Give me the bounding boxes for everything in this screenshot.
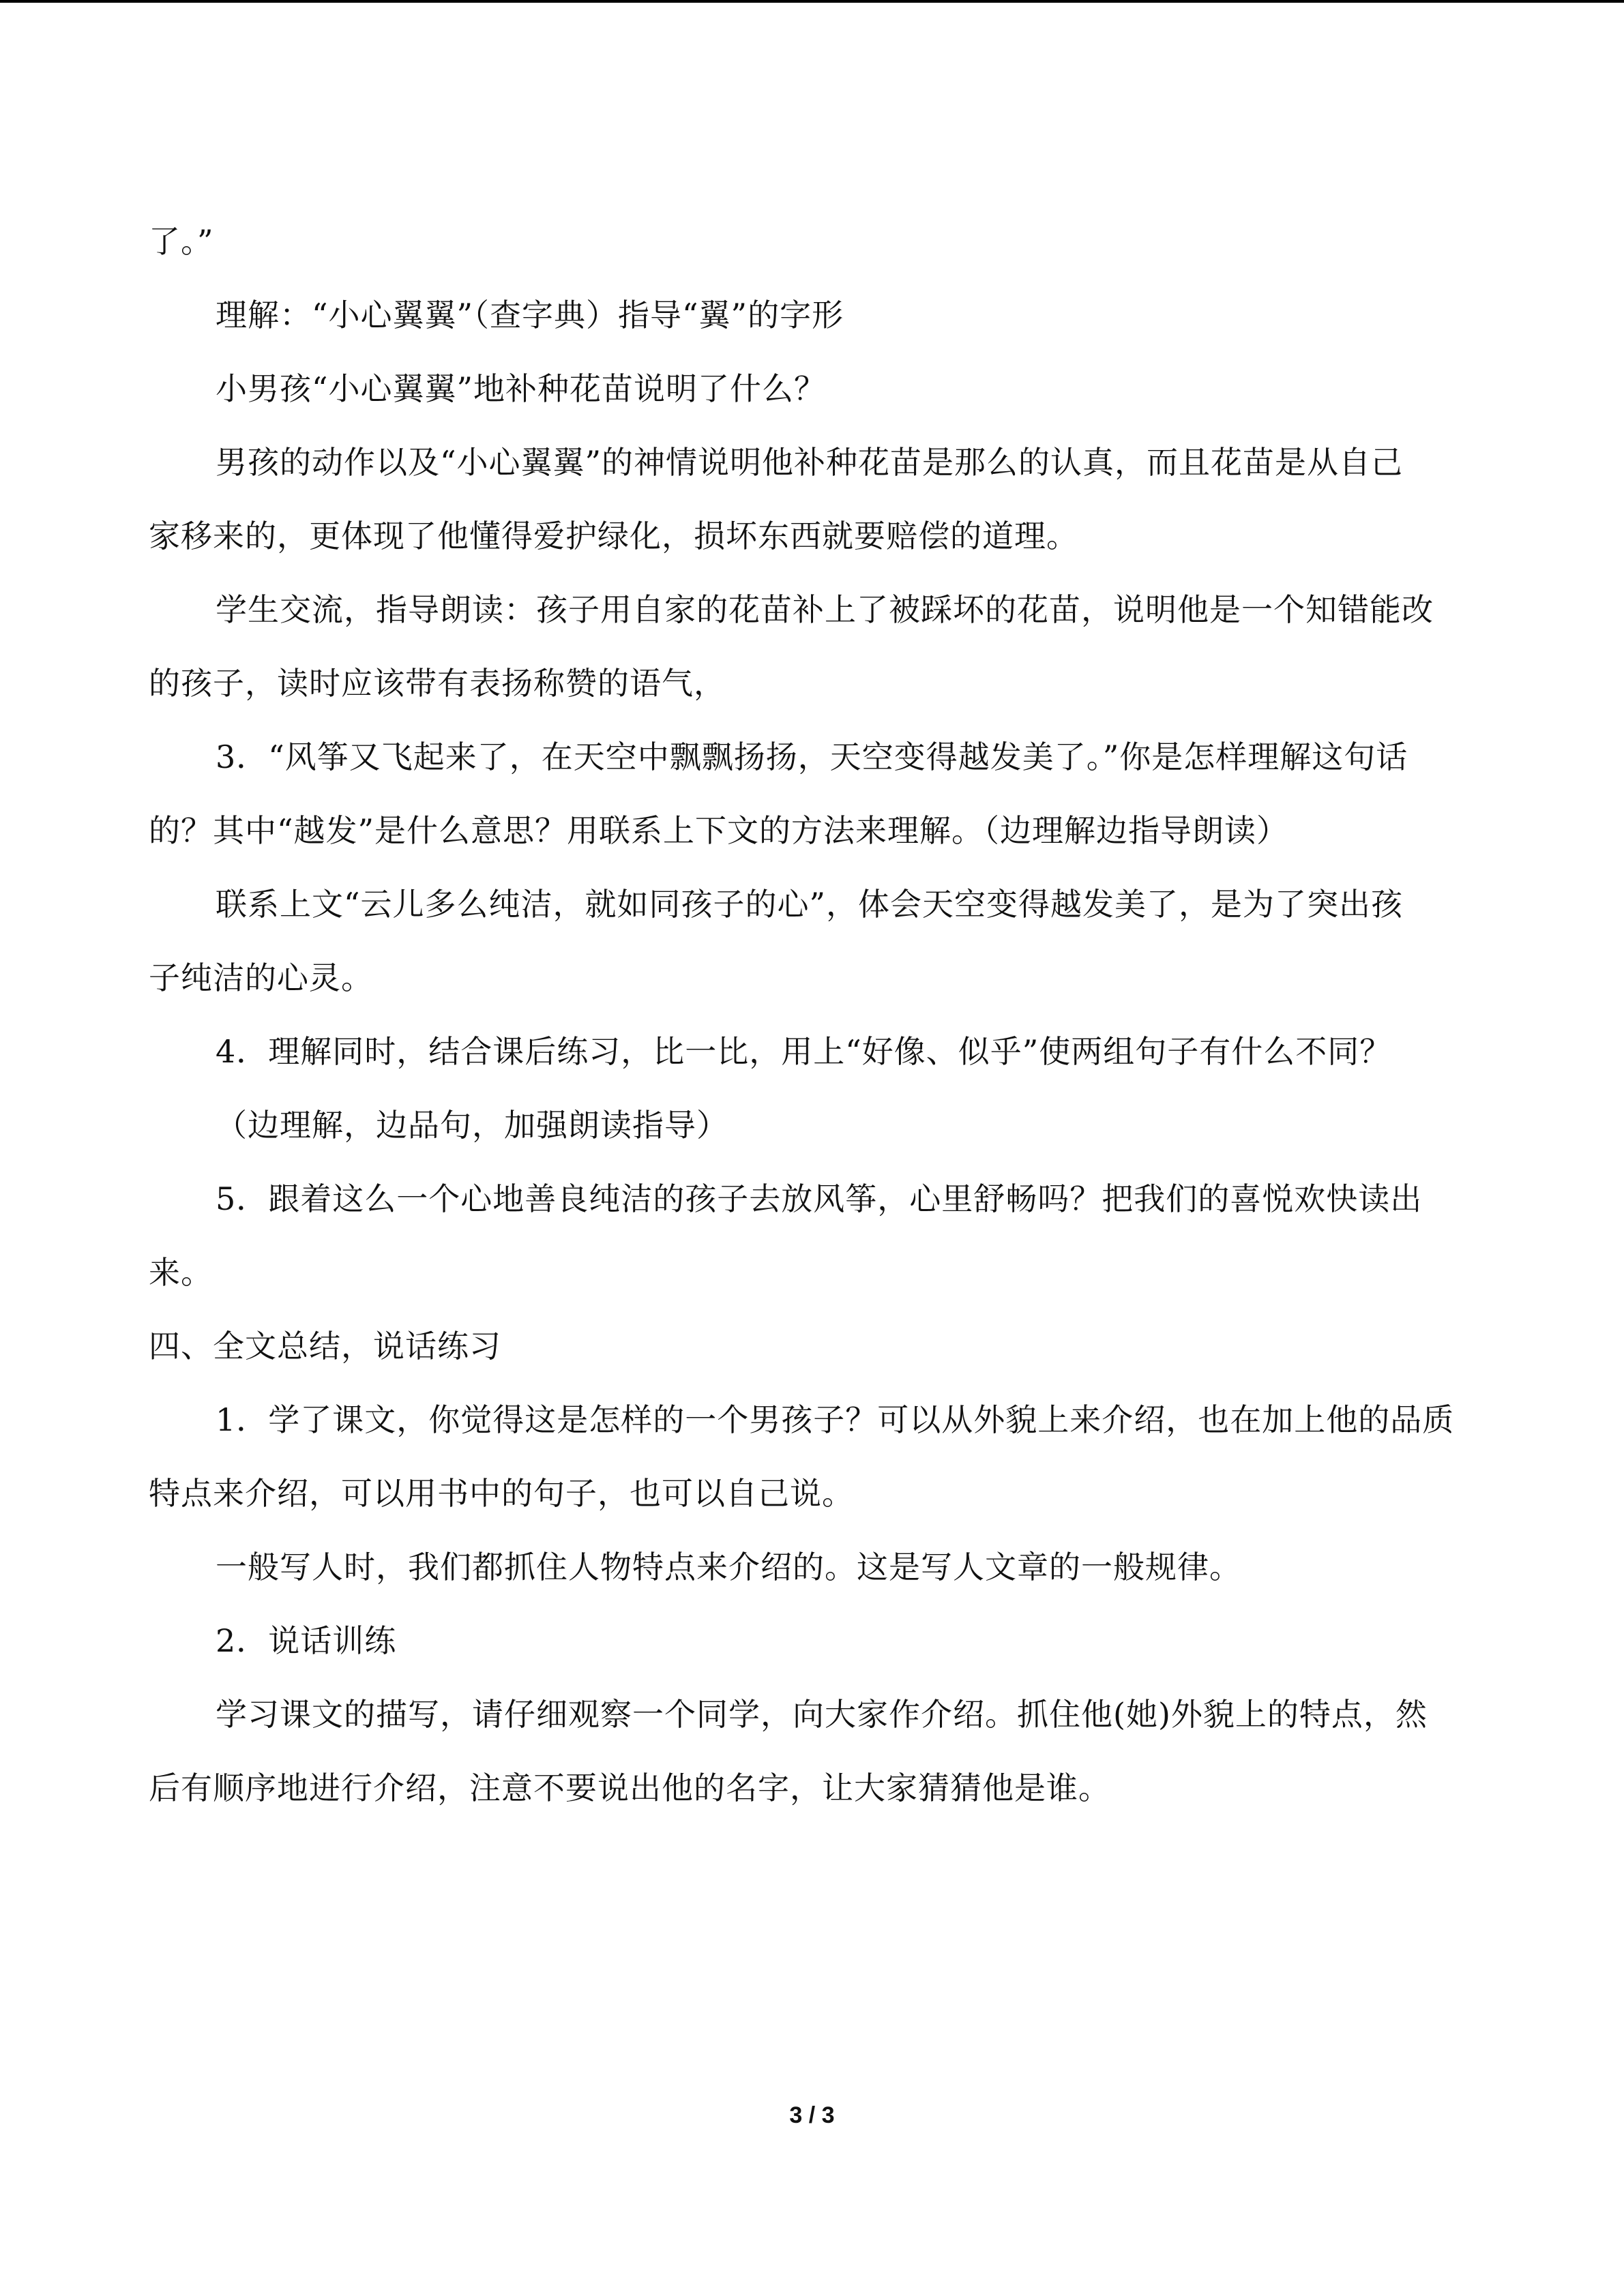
text-line: 学习课文的描写，请仔细观察一个同学，向大家作介绍。抓住他(她)外貌上的特点，然	[216, 1696, 1428, 1733]
text-line: 4．理解同时，结合课后练习，比一比，用上“好像、似乎”使两组句子有什么不同？	[216, 1033, 1392, 1070]
text-line: 理解：“小心翼翼”（查字典）指导“翼”的字形	[216, 297, 844, 333]
top-border-line	[0, 0, 1624, 3]
text-line: 小男孩“小心翼翼”地补种花苗说明了什么？	[216, 370, 827, 407]
text-line: 1．学了课文，你觉得这是怎样的一个男孩子？可以从外貌上来介绍，也在加上他的品质	[216, 1401, 1455, 1438]
text-line: 一般写人时，我们都抓住人物特点来介绍的。这是写人文章的一般规律。	[216, 1549, 1241, 1585]
text-line: 学生交流，指导朗读：孩子用自家的花苗补上了被踩坏的花苗，说明他是一个知错能改	[216, 591, 1434, 628]
text-line: 来。	[149, 1254, 213, 1291]
text-line: 2．说话训练	[216, 1622, 397, 1659]
text-line: 3．“风筝又飞起来了，在天空中飘飘扬扬，天空变得越发美了。”你是怎样理解这句话	[216, 739, 1408, 775]
text-line: 了。”	[149, 223, 214, 260]
text-line: 子纯洁的心灵。	[149, 959, 373, 996]
text-line: 家移来的，更体现了他懂得爱护绿化，损坏东西就要赔偿的道理。	[149, 518, 1078, 554]
section-heading: 四、全文总结，说话练习	[149, 1328, 501, 1365]
text-line: 男孩的动作以及“小心翼翼”的神情说明他补种花苗是那么的认真，而且花苗是从自己	[216, 444, 1404, 481]
text-line: 联系上文“云儿多么纯洁，就如同孩子的心”，体会天空变得越发美了，是为了突出孩	[216, 886, 1404, 923]
text-line: 的孩子，读时应该带有表扬称赞的语气，	[149, 665, 726, 702]
text-line: 5．跟着这么一个心地善良纯洁的孩子去放风筝，心里舒畅吗？把我们的喜悦欢快读出	[216, 1180, 1423, 1217]
text-line: 后有顺序地进行介绍，注意不要说出他的名字，让大家猜猜他是谁。	[149, 1770, 1110, 1806]
text-line: 的？其中“越发”是什么意思？用联系上下文的方法来理解。（边理解边指导朗读）	[149, 812, 1289, 849]
page-number: 3 / 3	[789, 2102, 835, 2128]
document-body	[149, 205, 1479, 1825]
text-line: 特点来介绍，可以用书中的句子，也可以自己说。	[149, 1475, 854, 1512]
text-line: （边理解，边品句，加强朗读指导）	[216, 1107, 728, 1144]
